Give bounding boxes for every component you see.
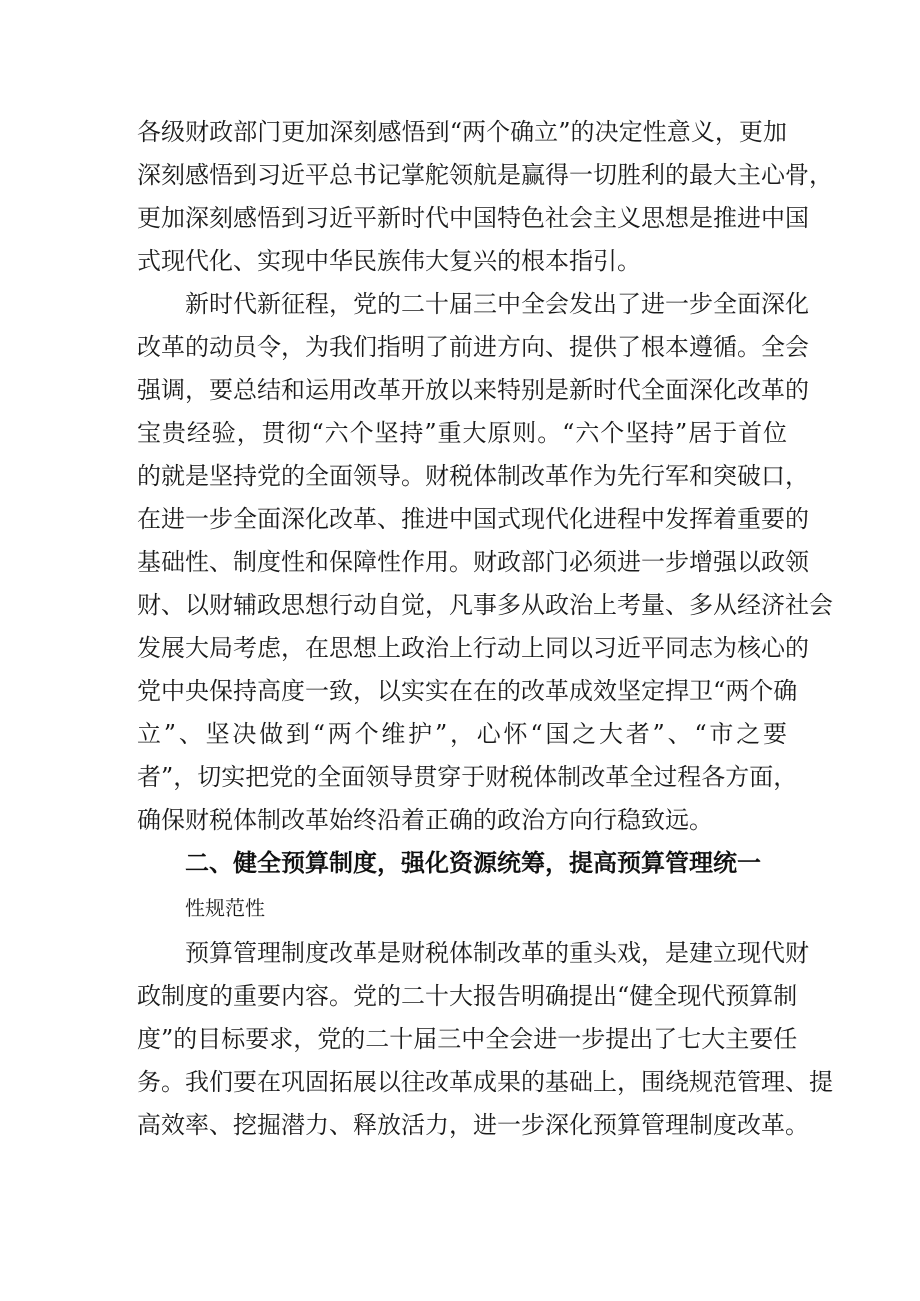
paragraph-line: 改革的动员令，为我们指明了前进方向、提供了根本遵循。全会 bbox=[137, 333, 809, 361]
paragraph-line: 在进一步全面深化改革、推进中国式现代化进程中发挥着重要的 bbox=[137, 505, 809, 533]
paragraph-line: 政制度的重要内容。党的二十大报告明确提出“健全现代预算制 bbox=[137, 982, 798, 1010]
paragraph-line: 新时代新征程，党的二十届三中全会发出了进一步全面深化 bbox=[185, 290, 809, 318]
paragraph-line: 更加深刻感悟到习近平新时代中国特色社会主义思想是推进中国 bbox=[137, 204, 809, 232]
paragraph-line: 党中央保持高度一致，以实实在在的改革成效坚定捍卫“两个确 bbox=[137, 677, 798, 705]
paragraph-line: 务。我们要在巩固拓展以往改革成果的基础上，围绕规范管理、提 bbox=[137, 1068, 833, 1096]
paragraph-line: 确保财税体制改革始终沿着正确的政治方向行稳致远。 bbox=[137, 806, 713, 834]
paragraph-line: 者”，切实把党的全面领导贯穿于财税体制改革全过程各方面， bbox=[137, 763, 798, 791]
paragraph-line: 预算管理制度改革是财税体制改革的重头戏，是建立现代财 bbox=[185, 939, 809, 967]
paragraph-line: 财、以财辅政思想行动自觉，凡事多从政治上考量、多从经济社会 bbox=[137, 591, 833, 619]
paragraph-line: 各级财政部门更加深刻感悟到“两个确立”的决定性意义，更加 bbox=[137, 118, 787, 146]
paragraph-line: 高效率、挖掘潜力、释放活力，进一步深化预算管理制度改革。 bbox=[137, 1111, 809, 1139]
paragraph-line: 发展大局考虑，在思想上政治上行动上同以习近平同志为核心的 bbox=[137, 634, 809, 662]
paragraph-line: 立”、坚决做到“两个维护”，心怀“国之大者”、“市之要 bbox=[137, 720, 787, 748]
paragraph-line: 宝贵经验，贯彻“六个坚持”重大原则。“六个坚持”居于首位 bbox=[137, 419, 787, 447]
paragraph-line: 式现代化、实现中华民族伟大复兴的根本指引。 bbox=[137, 247, 641, 275]
section-heading-line: 二、健全预算制度，强化资源统筹，提高预算管理统一 bbox=[185, 849, 761, 877]
paragraph-line: 的就是坚持党的全面领导。财税体制改革作为先行军和突破口， bbox=[137, 462, 809, 490]
section-heading-line: 性规范性 bbox=[185, 896, 265, 920]
paragraph-line: 度”的目标要求，党的二十届三中全会进一步提出了七大主要任 bbox=[137, 1025, 798, 1053]
paragraph-line: 强调，要总结和运用改革开放以来特别是新时代全面深化改革的 bbox=[137, 376, 809, 404]
paragraph-line: 基础性、制度性和保障性作用。财政部门必须进一步增强以政领 bbox=[137, 548, 809, 576]
paragraph-line: 深刻感悟到习近平总书记掌舵领航是赢得一切胜利的最大主心骨， bbox=[137, 161, 833, 189]
